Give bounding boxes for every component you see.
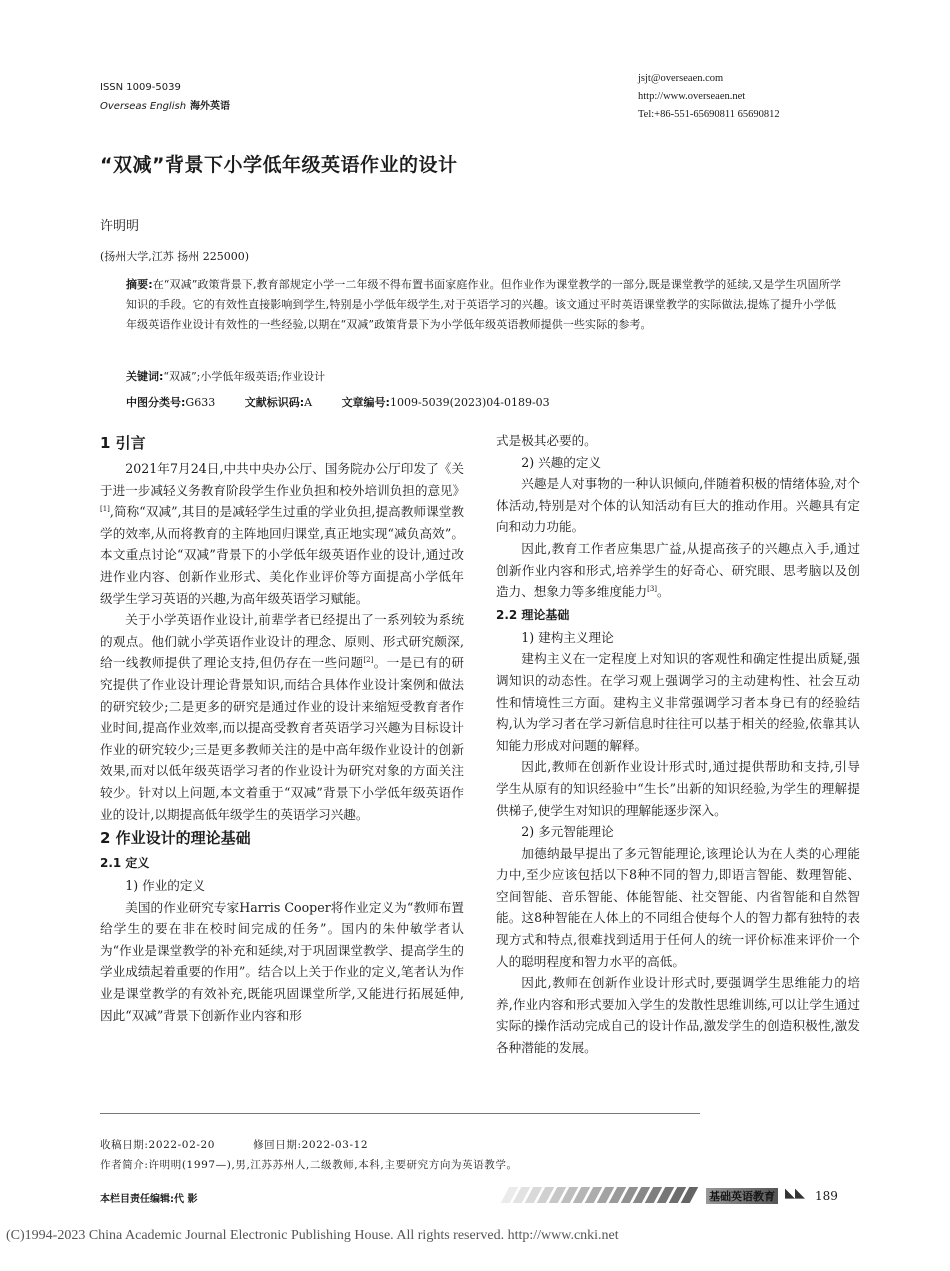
doc-code-label: 文献标识码:	[244, 396, 305, 409]
citation: [1]	[100, 505, 110, 513]
contact-tel: Tel:+86-551-65690811 65690812	[638, 109, 780, 120]
class-number-value: G633	[185, 396, 216, 409]
paragraph: 美国的作业研究专家Harris Cooper将作业定义为“教师布置给学生的要在非在校时间完成的任务”。国内的朱仲敏学者认为“作业是课堂教学的补充和延续,对于巩固课堂教学、提高学生的学业成绩起着重要的作用”。结合以上关于作业的定义,笔者认为作业是课堂教学的有效补充,既能巩固课堂所学,又能进行拓展延伸,因此“双减”背景下创新作业内容和形	[100, 899, 464, 1023]
decorative-stripe-band	[505, 1187, 705, 1203]
paragraph-continuation: 式是极其必要的。	[496, 433, 597, 448]
article-number	[342, 396, 550, 409]
paragraph-text: 因此,教育工作者应集思广益,从提高孩子的兴趣点入手,通过创新作业内容和形式,培养学生的好奇心、研究眼、思考脑以及创造力、想象力等多维度能力	[496, 540, 860, 600]
paragraph	[100, 609, 464, 825]
footnote-dates	[100, 1135, 518, 1155]
footnote-divider	[100, 1113, 700, 1114]
doc-code	[245, 396, 312, 409]
double-arrow-icon: ◣◣	[785, 1186, 805, 1201]
article-number-value: 1009-5039(2023)04-0189-03	[389, 396, 550, 409]
copyright-line: (C)1994-2023 China Academic Journal Electronic Publishing House. All rights reserved. http://www.cnki.net	[6, 1228, 619, 1243]
footnote	[100, 1135, 518, 1175]
article-title: “双减”背景下小学低年级英语作业的设计	[100, 154, 458, 176]
paragraph-text: 2021年7月24日,中共中央办公厅、国务院办公厅印发了《关于进一步减轻义务教育阶段学生作业负担和校外培训负担的意见》	[100, 461, 466, 498]
citation: [2]	[363, 656, 374, 665]
journal-name-cn: 海外英语	[190, 101, 231, 112]
received-date: 收稿日期:2022-02-20	[100, 1139, 216, 1151]
author: 许明明	[100, 219, 140, 234]
heading-definition: 2.1 定义	[100, 856, 150, 871]
paragraph-text: 。	[657, 584, 670, 600]
doc-code-value: A	[304, 396, 313, 409]
journal-name-en: Overseas English	[100, 101, 187, 112]
section-label: 基础英语教育	[706, 1188, 778, 1204]
citation: [3]	[647, 584, 658, 593]
abstract	[126, 275, 844, 335]
page-number: 189	[815, 1189, 838, 1203]
keywords	[126, 367, 844, 387]
author-bio: 作者简介:许明明(1997—),男,江苏苏州人,二级教师,本科,主要研究方向为英语教学。	[100, 1159, 518, 1171]
affiliation: (扬州大学,江苏 扬州 225000)	[100, 250, 250, 263]
contact-email: jsjt@overseaen.com	[638, 73, 724, 84]
paragraph: 因此,教师在创新作业设计形式时,通过提供帮助和支持,引导学生从原有的知识经验中“生长”出新的知识经验,为学生的理解提供梯子,使学生对知识的理解能逐步深入。	[496, 759, 860, 818]
class-number	[126, 396, 215, 409]
paragraph-text: ,简称“双减”,其目的是减轻学生过重的学业负担,提高教师课堂教学的效率,从而将教育的主阵地回归课堂,真正地实现“减负高效”。本文重点讨论“双减”背景下的小学低年级英语作业的设计,通过改进作业内容、创新作业形式、美化作业评价等方面提高小学低年级学生学习英语的兴趣,为高年级英语学习赋能。	[100, 504, 464, 606]
column-left	[100, 430, 464, 1026]
journal-name	[100, 97, 230, 112]
article-number-label: 文章编号:	[341, 396, 390, 409]
classification-line	[126, 393, 844, 413]
paragraph-text: 关于小学英语作业设计,前辈学者已经提出了一系列较为系统的观点。他们就小学英语作业设计的理念、原则、形式研究颇深,给一线教师提供了理论支持,但仍存在一些问题	[100, 612, 464, 671]
paragraph	[100, 458, 464, 609]
subheading-constructivism: 1) 建构主义理论	[521, 629, 614, 645]
issn: ISSN 1009-5039	[100, 82, 181, 93]
subheading-multiple-intelligences: 2) 多元智能理论	[521, 824, 614, 840]
column-right	[496, 430, 860, 1059]
heading-introduction: 1 引言	[100, 434, 146, 452]
class-number-label: 中图分类号:	[126, 396, 186, 409]
subheading-homework-definition: 1) 作业的定义	[125, 878, 206, 894]
heading-theory: 2 作业设计的理论基础	[100, 829, 251, 848]
paragraph: 因此,教师在创新作业设计形式时,要强调学生思维能力的培养,作业内容和形式要加入学生的发散性思维训练,可以让学生通过实际的操作活动完成自己的设计作品,激发学生的创造积极性,激发各种潜能的发展。	[496, 975, 860, 1056]
abstract-label: 摘要:	[126, 278, 153, 291]
paragraph	[496, 538, 860, 603]
paragraph: 建构主义在一定程度上对知识的客观性和确定性提出质疑,强调知识的动态性。在学习观上强调学习的主动建构性、社会互动性和情境性三方面。建构主义非常强调学习者本身已有的经验结构,认为学习者在学习新信息时往往可以基于相关的经验,依靠其认知能力形成对问题的解释。	[496, 651, 860, 753]
abstract-text: 在“双减”政策背景下,教育部规定小学一二年级不得布置书面家庭作业。但作业作为课堂教学的一部分,既是课堂教学的延续,又是学生巩固所学知识的手段。它的有效性直接影响到学生,特别是小学低年级学生,对于英语学习的兴趣。该文通过平时英语课堂教学的实际做法,提炼了提升小学低年级英语作业设计有效性的一些经验,以期在“双减”政策背景下为小学低年级英语教师提供一些实际的参考。	[126, 278, 841, 331]
heading-theoretical-basis: 2.2 理论基础	[496, 607, 570, 622]
subheading-interest-definition: 2) 兴趣的定义	[521, 454, 602, 470]
keywords-label: 关键词:	[126, 370, 164, 383]
paragraph: 加德纳最早提出了多元智能理论,该理论认为在人类的心理能力中,至少应该包括以下8种不同的智力,即语言智能、数理智能、空间智能、音乐智能、体能智能、社交智能、内省智能和自然智能。这8种智能在人体上的不同组合使每个人的智力都有独特的表现方式和特点,很难找到适用于任何人的统一评价标准来评价一个人的聪明程度和智力水平的高低。	[496, 845, 860, 969]
paragraph: 兴趣是人对事物的一种认识倾向,伴随着积极的情绪体验,对个体活动,特别是对个体的认知活动有巨大的推动作用。兴趣具有定向和动力功能。	[496, 476, 860, 535]
paragraph-text: 。一是已有的研究提供了作业设计理论背景知识,而结合具体作业设计案例和做法的研究较少;二是更多的研究是通过作业的设计来缩短受教育者作业时间,提高作业效率,而以提高受教育者英语学习兴趣为目标设计作业的研究较少;三是更多教师关注的是中高年级作业设计的创新效果,而对以低年级英语学习者的作业设计为研究对象的方面关注较少。针对以上问题,本文着重于“双减”背景下小学低年级英语作业的设计,以期提高低年级学生的英语学习兴趣。	[100, 655, 464, 822]
contact-website: http://www.overseaen.net	[638, 91, 746, 102]
revised-date: 修回日期:2022-03-12	[253, 1139, 369, 1151]
contact-info	[638, 70, 780, 124]
column-editor: 本栏目责任编辑:代 影	[100, 1194, 198, 1205]
keywords-text: “双减”;小学低年级英语;作业设计	[163, 370, 326, 383]
